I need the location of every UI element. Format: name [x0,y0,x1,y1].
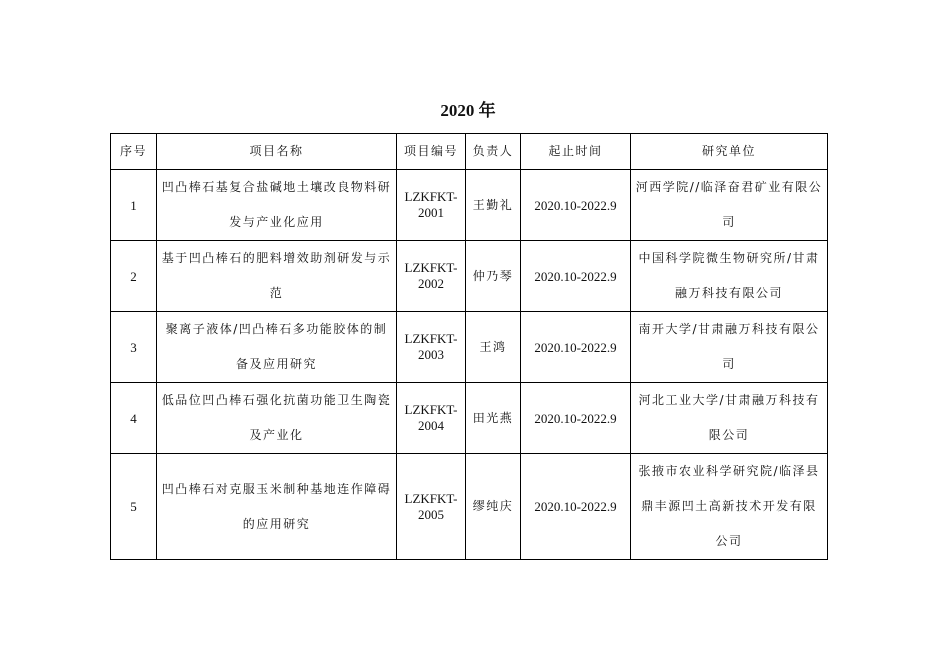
header-project-code: 项目编号 [397,134,466,170]
cell-project-name: 低品位凹凸棒石强化抗菌功能卫生陶瓷及产业化 [157,383,397,454]
cell-research-unit: 张掖市农业科学研究院/临泽县鼎丰源凹土高新技术开发有限公司 [631,454,828,560]
cell-project-code: LZKFKT-2003 [397,312,466,383]
cell-project-name: 凹凸棒石基复合盐碱地土壤改良物料研发与产业化应用 [157,170,397,241]
table-row [111,170,828,241]
cell-research-unit: 南开大学/甘肃融万科技有限公司 [631,312,828,383]
cell-serial-number: 3 [111,312,157,383]
cell-period: 2020.10-2022.9 [521,454,631,560]
table-row [111,383,828,454]
cell-serial-number: 4 [111,383,157,454]
table-row [111,454,828,560]
cell-period: 2020.10-2022.9 [521,241,631,312]
header-period: 起止时间 [521,134,631,170]
cell-period: 2020.10-2022.9 [521,170,631,241]
cell-leader: 王鸿 [466,312,521,383]
cell-research-unit: 中国科学院微生物研究所/甘肃融万科技有限公司 [631,241,828,312]
cell-serial-number: 1 [111,170,157,241]
cell-research-unit: 河北工业大学/甘肃融万科技有限公司 [631,383,828,454]
cell-serial-number: 5 [111,454,157,560]
cell-serial-number: 2 [111,241,157,312]
table-header-row [111,134,828,170]
header-project-name: 项目名称 [157,134,397,170]
cell-period: 2020.10-2022.9 [521,383,631,454]
cell-period: 2020.10-2022.9 [521,312,631,383]
page-title: 2020 年 [440,101,496,120]
cell-project-code: LZKFKT-2002 [397,241,466,312]
header-leader: 负责人 [466,134,521,170]
cell-leader: 田光燕 [466,383,521,454]
cell-research-unit: 河西学院//临泽奋君矿业有限公司 [631,170,828,241]
cell-project-code: LZKFKT-2005 [397,454,466,560]
cell-leader: 缪纯庆 [466,454,521,560]
cell-project-name: 聚离子液体/凹凸棒石多功能胶体的制备及应用研究 [157,312,397,383]
header-serial-number: 序号 [111,134,157,170]
header-research-unit: 研究单位 [631,134,828,170]
cell-leader: 仲乃琴 [466,241,521,312]
table-row [111,312,828,383]
table-row [111,241,828,312]
cell-leader: 王勤礼 [466,170,521,241]
cell-project-name: 凹凸棒石对克服玉米制种基地连作障碍的应用研究 [157,454,397,560]
project-table [110,133,828,560]
cell-project-name: 基于凹凸棒石的肥料增效助剂研发与示范 [157,241,397,312]
cell-project-code: LZKFKT-2004 [397,383,466,454]
cell-project-code: LZKFKT-2001 [397,170,466,241]
